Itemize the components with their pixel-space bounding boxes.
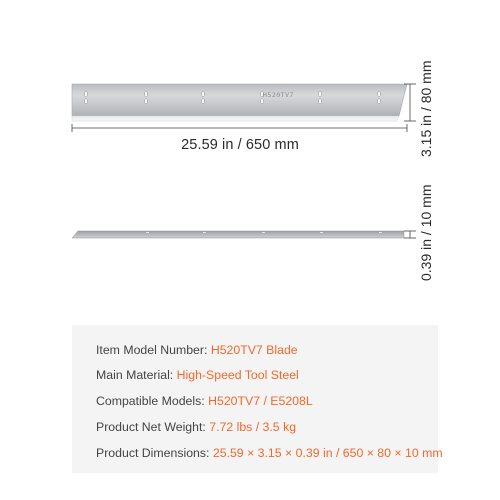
spec-value: High-Speed Tool Steel xyxy=(176,368,299,382)
spec-label: Product Net Weight: xyxy=(96,420,210,434)
spec-value: H520TV7 / E5208L xyxy=(208,394,313,408)
blade-edge xyxy=(72,116,399,121)
spec-row-weight xyxy=(96,420,296,434)
spec-label: Product Dimensions: xyxy=(96,446,213,460)
spec-row-material xyxy=(96,368,299,382)
blade-side-view xyxy=(72,231,404,238)
spec-label: Main Material: xyxy=(96,368,177,382)
thickness-dimension-line xyxy=(404,231,416,238)
thickness-label: 0.39 in / 10 mm xyxy=(418,184,434,281)
spec-label: Compatible Models: xyxy=(96,394,209,408)
spec-row-dimensions xyxy=(96,446,443,460)
spec-value: H520TV7 Blade xyxy=(210,343,298,357)
spec-panel xyxy=(72,325,443,473)
height-label: 3.15 in / 80 mm xyxy=(418,60,434,157)
length-dimension-line xyxy=(72,124,407,132)
spec-row-model xyxy=(96,343,298,357)
blade-stamp: H520TV7 xyxy=(263,91,294,99)
length-label: 25.59 in / 650 mm xyxy=(181,137,299,153)
spec-value: 25.59 × 3.15 × 0.39 in / 650 × 80 × 10 mm xyxy=(212,446,443,460)
spec-row-compatible xyxy=(96,394,313,408)
blade-body xyxy=(72,84,407,116)
spec-value: 7.72 lbs / 3.5 kg xyxy=(209,420,297,434)
spec-label: Item Model Number: xyxy=(96,343,211,357)
